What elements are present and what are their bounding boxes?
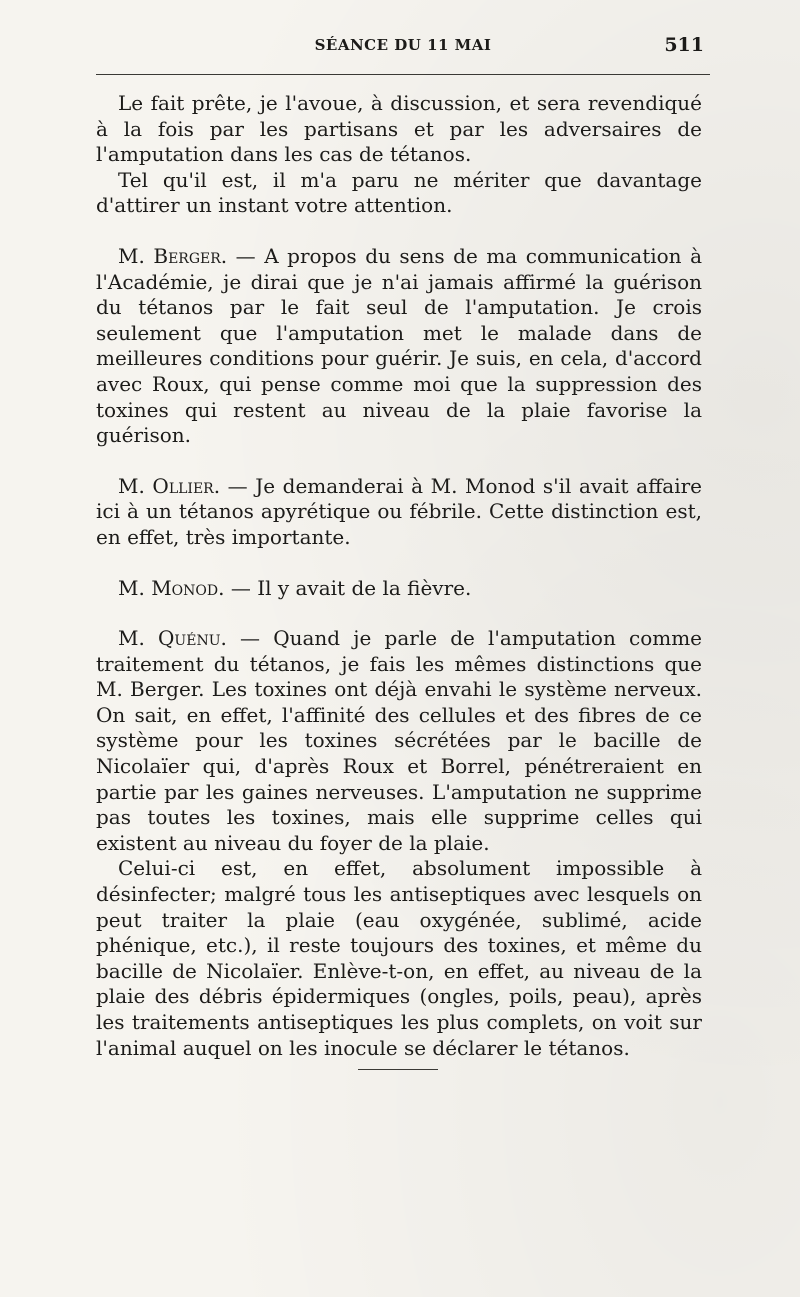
paragraph-monod: M. Monod. — Il y avait de la fièvre. <box>118 575 472 600</box>
paragraph-text: Le fait prête, je l'avoue, à discussion, et sera revendiqué à la fois par les partisans et par les adversaires de l'amputation dans les cas de tétanos. <box>96 91 702 167</box>
paragraph-ollier: M. Ollier. — Je demanderai à M. Monod s'il avait affaire ici à un tétanos apyrétique ou fébrile. Cette distinction est, en effet, très importante. <box>96 473 702 549</box>
paragraph <box>96 91 702 168</box>
header-rule <box>96 74 710 75</box>
speaker-prefix: M. <box>118 473 145 498</box>
speaker-name: Quénu <box>158 626 221 651</box>
speaker-name: Berger <box>153 243 221 268</box>
speaker-prefix: M. <box>118 243 145 268</box>
running-title: SÉANCE DU 11 MAI <box>314 36 492 54</box>
paragraph-text: Celui-ci est, en effet, absolument impossible à désinfecter; malgré tous les antiseptiques avec lesquels on peut traiter la plaie (eau oxygénée, sublimé, acide phénique, etc.), il reste toujours des toxines, et même du bacille de Nicolaïer. Enlève-t-on, en effet, au niveau de la plaie des débris épidermiques (ongles, poils, peau), après les traitements antiseptiques les plus complets, on voit sur l'animal auquel on les inocule se déclarer le tétanos. <box>96 856 702 1060</box>
paragraph-text: Tel qu'il est, il m'a paru ne mériter que davantage d'attirer un instant votre attention. <box>96 167 702 218</box>
paragraph-text: — Il y avait de la fièvre. <box>230 575 472 600</box>
body-text <box>96 91 702 1061</box>
speaker-prefix: M. <box>118 575 145 600</box>
paragraph-quenu: M. Quénu. — Quand je parle de l'amputation comme traitement du tétanos, je fais les mêmes distinctions que M. Berger. Les toxines ont déjà envahi le système nerveux. On sait, en effet, l'affinité des cellules et des fibres de ce système pour les toxines sécrétées par le bacille de Nicolaïer qui, d'après Roux et Borrel, pénétreraient en partie par les gaines nerveuses. L'amputation ne supprime pas toutes les toxines, mais elle supprime celles qui existent au niveau du foyer de la plaie. <box>96 626 703 855</box>
speaker-name: Monod <box>151 575 219 600</box>
paragraph-text: — A propos du sens de ma communication à l'Académie, je dirai que je n'ai jamais affirmé la guérison du tétanos par le fait seul de l'amputation. Je crois seulement que l'amputation met le malade dans de meilleures conditions pour guérir. Je suis, en cela, d'accord avec Roux, qui pense comme moi que la suppression des toxines qui restent au niveau de la plaie favorise la guérison. <box>96 243 703 448</box>
paragraph-berger: M. Berger. — A propos du sens de ma communication à l'Académie, je dirai que je n'ai jamais affirmé la guérison du tétanos par le fait seul de l'amputation. Je crois seulement que l'amputation met le malade dans de meilleures conditions pour guérir. Je suis, en cela, d'accord avec Roux, qui pense comme moi que la suppression des toxines qui restent au niveau de la plaie favorise la guérison. <box>96 243 703 448</box>
speaker-prefix: M. <box>118 626 145 651</box>
paragraph-text: — Quand je parle de l'amputation comme traitement du tétanos, je fais les mêmes distinctions que M. Berger. Les toxines ont déjà envahi le système nerveux. On sait, en effet, l'affinité des cellules et des fibres de ce système pour les toxines sécrétées par le bacille de Nicolaïer qui, d'après Roux et Borrel, pénétreraient en partie par les gaines nerveuses. L'amputation ne supprime pas toutes les toxines, mais elle supprime celles qui existent au niveau du foyer de la plaie. <box>96 626 703 855</box>
running-header <box>96 32 710 62</box>
paragraph <box>96 168 702 219</box>
paragraph-text: — Je demanderai à M. Monod s'il avait affaire ici à un tétanos apyrétique ou fébrile. Cette distinction est, en effet, très importante. <box>96 473 702 549</box>
speaker-name: Ollier <box>152 473 214 498</box>
end-rule <box>358 1069 438 1070</box>
page-number: 511 <box>664 34 704 56</box>
paragraph <box>96 856 702 1061</box>
